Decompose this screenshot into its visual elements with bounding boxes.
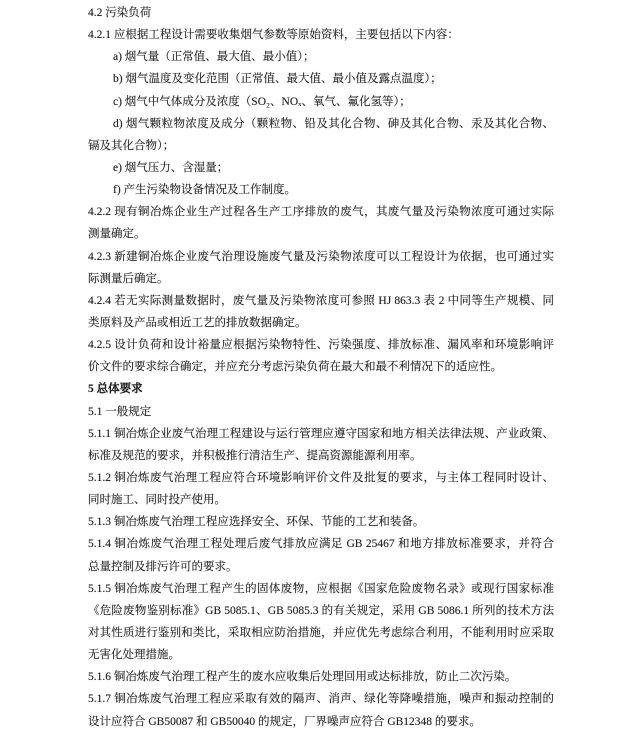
list-item-b: b) 烟气温度及变化范围（正常值、最大值、最小值及露点温度）； [113, 73, 442, 86]
clause-5-1-7-cont: 设计应符合 GB50087 和 GB50040 的规定，厂界噪声应符合 GB12348 的要求。 [88, 715, 481, 728]
clause-5-1-2-cont: 同时施工、同时投产使用。 [88, 494, 226, 507]
clause-4-2-3: 4.2.3 新建铜冶炼企业废气治理设施废气量及污染物浓度可以工程设计为依据，也可通过实 [88, 250, 554, 263]
clause-4-2-4: 4.2.4 若无实际测量数据时，废气量及污染物浓度可参照 HJ 863.3 表 2 中同等生产规模、同 [88, 294, 554, 307]
list-item-d: d) 烟气颗粒物浓度及成分（颗粒物、铅及其化合物、砷及其化合物、汞及其化合物、 [113, 117, 554, 130]
clause-5-1-5-cont-3: 无害化处理措施。 [88, 649, 180, 662]
clause-4-2-2-cont: 测量确定。 [88, 228, 146, 241]
list-item-d-cont: 镉及其化合物）； [88, 139, 175, 152]
list-item-a: a) 烟气量（正常值、最大值、最小值）； [113, 51, 315, 64]
clause-4-2-1: 4.2.1 应根据工程设计需要收集烟气参数等原始资料，主要包括以下内容： [88, 29, 459, 42]
clause-4-2-4-cont: 类原料及产品或相近工艺的排放数据确定。 [88, 316, 307, 329]
section-4-2-heading: 4.2 污染负荷 [88, 7, 152, 19]
clause-5-1-4: 5.1.4 铜冶炼废气治理工程处理后废气排放应满足 GB 25467 和地方排放标准要求，并符合 [88, 538, 554, 551]
clause-5-1-1-cont: 标准及规范的要求，并积极推行清洁生产、提高资源能源利用率。 [88, 449, 422, 462]
clause-4-2-2: 4.2.2 现有铜冶炼企业生产过程各生产工序排放的废气，其废气量及污染物浓度可通过实际 [88, 206, 554, 219]
clause-5-1-7: 5.1.7 铜冶炼废气治理工程应采取有效的隔声、消声、绿化等降噪措施，噪声和振动控制的 [88, 693, 554, 706]
list-item-f: f) 产生污染物设备情况及工作制度。 [113, 184, 297, 197]
text-block [88, 2, 554, 733]
chapter-5-heading: 5 总体要求 [88, 383, 143, 396]
clause-5-1-5-cont-1: 《危险废物鉴别标准》GB 5085.1、GB 5085.3 的有关规定，采用 GB 5086.1 所列的技术方法 [88, 604, 554, 617]
clause-5-1-3: 5.1.3 铜冶炼废气治理工程应选择安全、环保、节能的工艺和装备。 [88, 516, 425, 529]
clause-5-1-4-cont: 总量控制及排污许可的要求。 [88, 560, 238, 573]
clause-5-1-2: 5.1.2 铜冶炼废气治理工程应符合环境影响评价文件及批复的要求，与主体工程同时设计、 [88, 471, 554, 484]
clause-4-2-5: 4.2.5 设计负荷和设计裕量应根据污染物特性、污染强度、排放标准、漏风率和环境影响评 [88, 339, 554, 352]
clause-5-1-5-cont-2: 对其性质进行鉴别和类比，采取相应防治措施，并应优先考虑综合利用，不能利用时应采取 [88, 626, 554, 639]
clause-5-1-1: 5.1.1 铜冶炼企业废气治理工程建设与运行管理应遵守国家和地方相关法律法规、产业政策、 [88, 427, 554, 440]
clause-5-1-6: 5.1.6 铜冶炼废气治理工程产生的废水应收集后处理回用或达标排放，防止二次污染。 [88, 671, 517, 684]
clause-4-2-3-cont: 际测量后确定。 [88, 272, 169, 285]
clause-4-2-5-cont: 价文件的要求综合确定，并应充分考虑污染负荷在最大和最不利情况下的适应性。 [88, 361, 502, 374]
clause-5-1-5: 5.1.5 铜冶炼废气治理工程产生的固体废物，应根据《国家危险废物名录》或现行国家标准 [88, 582, 554, 595]
section-5-1-heading: 5.1 一般规定 [88, 405, 152, 418]
list-item-e: e) 烟气压力、含湿量； [113, 161, 229, 174]
list-item-c: c) 烟气中气体成分及浓度（SO₂、NOₓ、氧气、氟化氢等）； [113, 95, 411, 108]
